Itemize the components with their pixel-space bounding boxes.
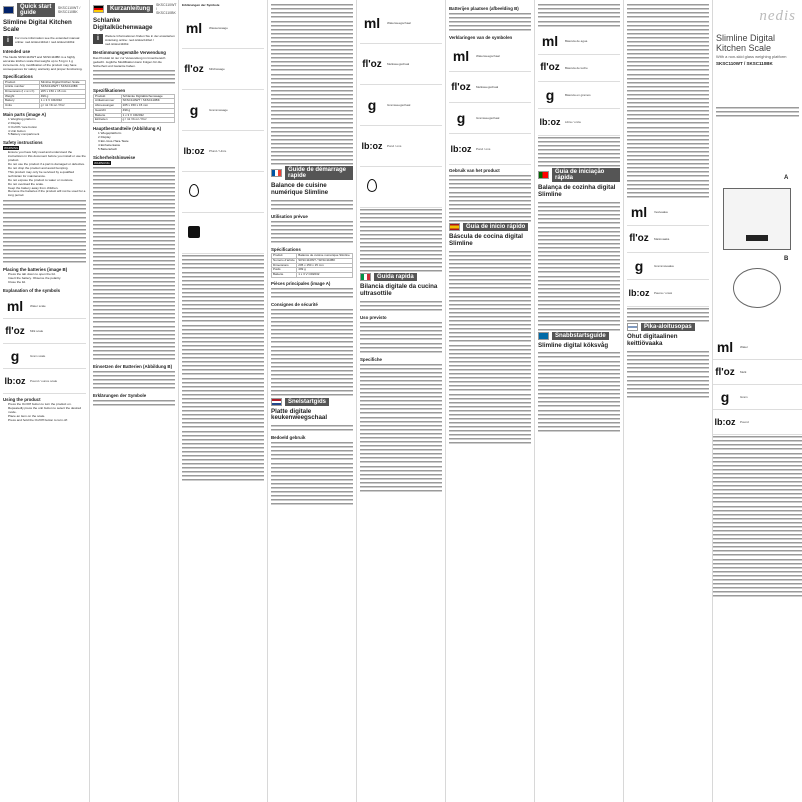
flag-icon bbox=[538, 332, 549, 340]
battery-illustration bbox=[733, 268, 781, 308]
symbol-row: ml Báscula de agua bbox=[538, 28, 620, 55]
ml-symbol: ml bbox=[541, 32, 559, 49]
symbol-row: fl'oz Melk bbox=[713, 360, 802, 385]
parts-list: • 1 Wiegeplattform • 2 Display • 3 Ein-/Aus-/Tara-Taste • 4 Einheitentaste • 5 Batteriefach bbox=[93, 132, 175, 152]
ml-symbol: ml bbox=[6, 298, 24, 315]
column-swedish-finnish bbox=[624, 0, 712, 802]
ml-symbol: ml bbox=[630, 203, 648, 220]
text-line bbox=[360, 489, 442, 493]
symbol-row: lb:oz Pound bbox=[713, 410, 802, 435]
section-heading: Using the product bbox=[3, 397, 41, 403]
figure-b-label: B bbox=[784, 256, 789, 262]
doc-title: Balance de cuisine numérique Slimline bbox=[271, 182, 329, 197]
lboz-symbol: lb:oz bbox=[361, 141, 383, 151]
safety-list: • Ensure you have fully read and understood the instructions in this document before you install or use the product. • Do not use the product if a part is damaged or defective. • Do not drop the product and avoid bumping. • This product may only be serviced by a qualified technician for maintenance. • Do not expose the product to water or moisture. • Do not overload the scale. • Keep the battery away from children. • Remove the batteries if the product will not be used for a long period. bbox=[3, 151, 86, 198]
section-heading: Safety instructions bbox=[3, 140, 43, 146]
symbol-row: g Grammwaage bbox=[182, 90, 264, 131]
g-symbol: g bbox=[545, 86, 555, 103]
flag-icon bbox=[627, 323, 638, 331]
text-line bbox=[271, 428, 353, 432]
header-label: Guía de inicio rápido bbox=[463, 223, 528, 231]
symbol-row: g Báscula en gramos bbox=[538, 82, 620, 109]
section-header bbox=[538, 168, 620, 182]
section-heading: Spécifications bbox=[271, 247, 301, 253]
manual-hint bbox=[93, 34, 175, 47]
intended-text: The Nedis SKSC110WT and SKSC110BK is a highly accurate kitchen scale that weighs up to 5 kg in 1 g increments. Any modification of the product may have consequences for safety, warranty and proper functioning. bbox=[3, 54, 83, 71]
doc-title: Balança de cozinha digital Slimline bbox=[538, 184, 616, 199]
section-heading: Bedoeld gebruik bbox=[271, 435, 306, 441]
section-heading: Uso previsto bbox=[360, 315, 387, 321]
section-heading: Bestimmungsgemäße Verwendung bbox=[93, 49, 166, 55]
flag-icon bbox=[271, 398, 282, 406]
water-drop-icon bbox=[189, 184, 199, 197]
header-label: Guia de iniciação rápida bbox=[552, 168, 620, 182]
symbol-row: g Gramweegschaal bbox=[360, 85, 442, 126]
text-line bbox=[627, 395, 709, 399]
section-heading: Explanation of the symbols bbox=[3, 288, 61, 294]
doc-title: Slimline digital köksvåg bbox=[538, 341, 609, 349]
doc-title: Báscula de cocina digital Slimline bbox=[449, 233, 523, 247]
symbol-row bbox=[182, 172, 264, 213]
flag-icon bbox=[271, 169, 282, 177]
column-dutch-spanish bbox=[446, 0, 534, 802]
section-heading: Consignes de sécurité bbox=[271, 301, 318, 307]
brand-logo: nedis bbox=[759, 8, 796, 24]
article-code: SKSC110WT / SKSC110BK bbox=[156, 3, 177, 15]
figure-a-label: A bbox=[784, 175, 789, 181]
symbol-row: fl'oz Báscula de leche bbox=[538, 55, 620, 82]
water-drop-icon bbox=[367, 179, 377, 192]
text-line bbox=[93, 403, 175, 407]
section-header bbox=[93, 3, 175, 15]
header-label: Kurzanleitung bbox=[107, 5, 153, 13]
section-heading: Verklaringen van de symbolen bbox=[449, 35, 513, 41]
floz-symbol: fl'oz bbox=[629, 233, 649, 245]
parts-list: • 1 Weighing platform • 2 Display • 3 On/Off / tare button • 4 Unit button • 5 Battery compartment bbox=[3, 118, 86, 138]
text-line bbox=[716, 114, 799, 118]
section-heading: Main parts (image A) bbox=[3, 111, 47, 117]
symbol-row bbox=[360, 167, 442, 208]
g-symbol: g bbox=[720, 389, 730, 405]
doc-title: Slimline Digital Kitchen Scale bbox=[3, 19, 72, 33]
section-heading: Batterijen plaatsen (afbeelding B) bbox=[449, 6, 519, 11]
flag-icon bbox=[3, 6, 14, 14]
text-line bbox=[360, 350, 442, 354]
product-code: SKSC110WT / SKSC110BK bbox=[716, 61, 773, 66]
symbol-row: ml Water scale bbox=[3, 294, 86, 319]
info-icon: i bbox=[3, 36, 13, 46]
symbol-row: fl'oz Melkweegschaal bbox=[360, 44, 442, 85]
section-header bbox=[271, 166, 353, 180]
g-symbol: g bbox=[634, 257, 644, 274]
flag-icon bbox=[538, 171, 549, 179]
floz-symbol: fl'oz bbox=[715, 366, 735, 378]
header-label: Snabbstartsguide bbox=[552, 332, 609, 340]
symbol-row: fl'oz Melkweegschaal bbox=[449, 72, 531, 103]
g-symbol: g bbox=[367, 97, 377, 113]
section-heading: Hauptbestandteile (Abbildung A) bbox=[93, 125, 162, 131]
section-header bbox=[360, 273, 442, 281]
g-symbol: g bbox=[456, 110, 466, 127]
section-header bbox=[3, 3, 86, 17]
symbol-row: fl'oz Milchwaage bbox=[182, 49, 264, 90]
product-subtitle: With a non-skid glass weighing platform bbox=[716, 54, 787, 59]
column-french bbox=[268, 0, 356, 802]
spec-table: Produkt Schlanke Digitalküchenwaage Artikelnummer SKSC110WT / SKSC110BK Abmessungen 205 x 150 x 15 mm Gewicht 499 g Batterie 1 x 3 V CR2032 Einheiten g / ml / lb:oz / fl'oz bbox=[93, 94, 175, 123]
symbol-row: ml Waterweegschaal bbox=[449, 41, 531, 72]
symbols-title: Erklärungen der Symbole bbox=[182, 3, 220, 7]
section-heading: Specifications bbox=[3, 73, 33, 79]
floz-symbol: fl'oz bbox=[540, 62, 560, 74]
g-symbol: g bbox=[189, 102, 199, 118]
text-line bbox=[271, 207, 353, 211]
text-line bbox=[271, 502, 353, 506]
manual-hint bbox=[3, 36, 86, 46]
symbol-row: fl'oz Milk scale bbox=[3, 319, 86, 344]
text-line bbox=[93, 357, 175, 361]
text-line bbox=[3, 260, 86, 264]
symbol-row: lb:oz Pauna / unssi bbox=[627, 280, 709, 307]
g-symbol: g bbox=[10, 348, 20, 365]
scale-illustration bbox=[723, 188, 791, 250]
doc-title: Bilancia digitale da cucina ultrasottile bbox=[360, 283, 438, 298]
warning-badge: WARNING bbox=[4, 146, 19, 151]
ml-symbol: ml bbox=[452, 48, 470, 65]
text-line bbox=[182, 478, 264, 482]
header-label: Snelstartgids bbox=[285, 398, 329, 406]
text-line bbox=[93, 386, 175, 390]
column-english bbox=[0, 0, 89, 802]
symbol-row: ml Vesivaaka bbox=[627, 199, 709, 226]
symbol-row: lb:oz Pound / ounce scale bbox=[3, 369, 86, 394]
lboz-symbol: lb:oz bbox=[714, 417, 736, 427]
product-title: Slimline Digital Kitchen Scale bbox=[716, 33, 776, 53]
symbol-row: g Gram bbox=[713, 385, 802, 410]
section-heading: Utilisation prévue bbox=[271, 213, 308, 219]
ml-symbol: ml bbox=[185, 20, 203, 36]
section-heading: Specifiche bbox=[360, 356, 382, 362]
symbol-row: g Gram scale bbox=[3, 344, 86, 369]
intended-text: Das Produkt ist nur zur Verwendung im Innenbereich gedacht. Jegliche Modifikation kann Folgen für die Sicherheit und Garantie haben. bbox=[93, 55, 166, 68]
text-line bbox=[271, 240, 353, 244]
text-line bbox=[538, 429, 620, 433]
milk-icon bbox=[188, 226, 200, 238]
cover-symbols bbox=[713, 335, 802, 598]
symbol-row: ml Wasserwaage bbox=[182, 8, 264, 49]
flag-icon bbox=[449, 223, 460, 231]
floz-symbol: fl'oz bbox=[362, 58, 382, 70]
lboz-symbol: lb:oz bbox=[539, 116, 561, 127]
ml-symbol: ml bbox=[716, 339, 734, 355]
symbol-row: lb:oz Pfund / Unze bbox=[182, 131, 264, 172]
doc-title: Schlanke Digitalküchenwaage bbox=[93, 17, 153, 31]
battery-steps: • Press the tab down to open the lid. • Insert the battery. Observe the polarity. • Close the lid. bbox=[3, 273, 86, 285]
section-heading: Spezifikationen bbox=[93, 87, 126, 93]
symbol-row: ml Water bbox=[713, 335, 802, 360]
section-heading: Sicherheitshinweise bbox=[93, 154, 136, 160]
text-line bbox=[360, 308, 442, 312]
header-label: Pika-aloitusopas bbox=[641, 323, 695, 331]
lboz-symbol: lb:oz bbox=[4, 376, 26, 387]
floz-symbol: fl'oz bbox=[5, 325, 25, 337]
header-label: Guida rapida bbox=[374, 273, 417, 281]
header-label: Guide de démarrage rapide bbox=[285, 166, 353, 180]
lboz-symbol: lb:oz bbox=[183, 146, 205, 156]
section-heading: Placing the batteries (image B) bbox=[3, 267, 68, 273]
column-dutch-italian bbox=[357, 0, 445, 802]
scale-display bbox=[746, 235, 768, 241]
floz-symbol: fl'oz bbox=[451, 81, 471, 93]
spec-table: Product Slimline Digital Kitchen Scale Article number SKSC110WT / SKSC110BK Dimensions (l x w x h) 205 x 150 x 15 mm Weight 499 g Battery 1 x 3 V CR2032 Units g / ml / lb:oz / fl'oz bbox=[3, 80, 86, 109]
section-heading: Erklärungen der Symbole bbox=[93, 393, 147, 399]
floz-symbol: fl'oz bbox=[184, 63, 204, 75]
section-header bbox=[271, 398, 353, 406]
column-cover bbox=[713, 0, 802, 802]
symbol-row: lb:oz Pond / ons bbox=[360, 126, 442, 167]
flag-icon bbox=[93, 5, 104, 13]
text-line bbox=[449, 28, 531, 32]
intro-text: For more information see the extended manual online: ned.is/sksc110wt / ned.is/sksc110bk bbox=[15, 35, 80, 44]
section-heading: Pièces principales (image A) bbox=[271, 280, 331, 286]
using-steps: • Press the On/Off button to turn the product on. • Repeatedly press the unit button to select the desired mode. • Place an item on the scale. • Press and hold the On/Off button to turn off. bbox=[3, 403, 86, 423]
symbol-row: lb:oz Pond / ons bbox=[449, 134, 531, 165]
text-line bbox=[271, 295, 353, 299]
doc-title: Ohut digitaalinen keittiövaaka bbox=[627, 333, 678, 348]
symbol-row bbox=[182, 213, 264, 254]
section-header bbox=[538, 332, 620, 340]
header-label: Quick start guide bbox=[17, 3, 55, 17]
text-line bbox=[713, 594, 802, 598]
column-german-symbols bbox=[179, 0, 267, 802]
text-line bbox=[93, 81, 175, 85]
flag-icon bbox=[360, 273, 371, 281]
symbol-row: g Grammavaaka bbox=[627, 253, 709, 280]
column-spanish-portuguese bbox=[535, 0, 623, 802]
column-german bbox=[90, 0, 178, 802]
info-icon: i bbox=[93, 34, 103, 44]
section-heading: Einsetzen der Batterien (Abbildung B) bbox=[93, 364, 173, 370]
symbol-row: g Gramweegschaal bbox=[449, 103, 531, 134]
section-heading: Intended use bbox=[3, 48, 31, 54]
symbol-row: ml Waterweegschaal bbox=[360, 3, 442, 44]
doc-title: Platte digitale keukenweegschaal bbox=[271, 407, 328, 422]
section-heading: Gebruik van het product bbox=[449, 168, 500, 174]
section-header bbox=[449, 223, 531, 231]
symbol-row: lb:oz Libra / onza bbox=[538, 109, 620, 136]
lboz-symbol: lb:oz bbox=[628, 287, 650, 298]
spec-table: Produit Balance de cuisine numérique Slimline Numéro d'article SKSC110WT / SKSC110BK Dimensions 205 x 150 x 15 mm Poids 499 g Batterie 1 x 3 V CR2032 bbox=[271, 253, 353, 278]
symbol-row: fl'oz Maitovaaka bbox=[627, 226, 709, 253]
ml-symbol: ml bbox=[363, 15, 381, 31]
section-header bbox=[627, 323, 709, 331]
intro-text: Weitere Informationen finden Sie in der erweiterten Anleitung online: ned.is/sksc110wt / ned.is/sksc110bk bbox=[105, 33, 175, 46]
lboz-symbol: lb:oz bbox=[450, 144, 472, 155]
article-code: SKSC110WT / SKSC110BK bbox=[57, 6, 81, 14]
text-line bbox=[449, 441, 531, 445]
warning-badge: WARNUNG bbox=[94, 160, 110, 165]
